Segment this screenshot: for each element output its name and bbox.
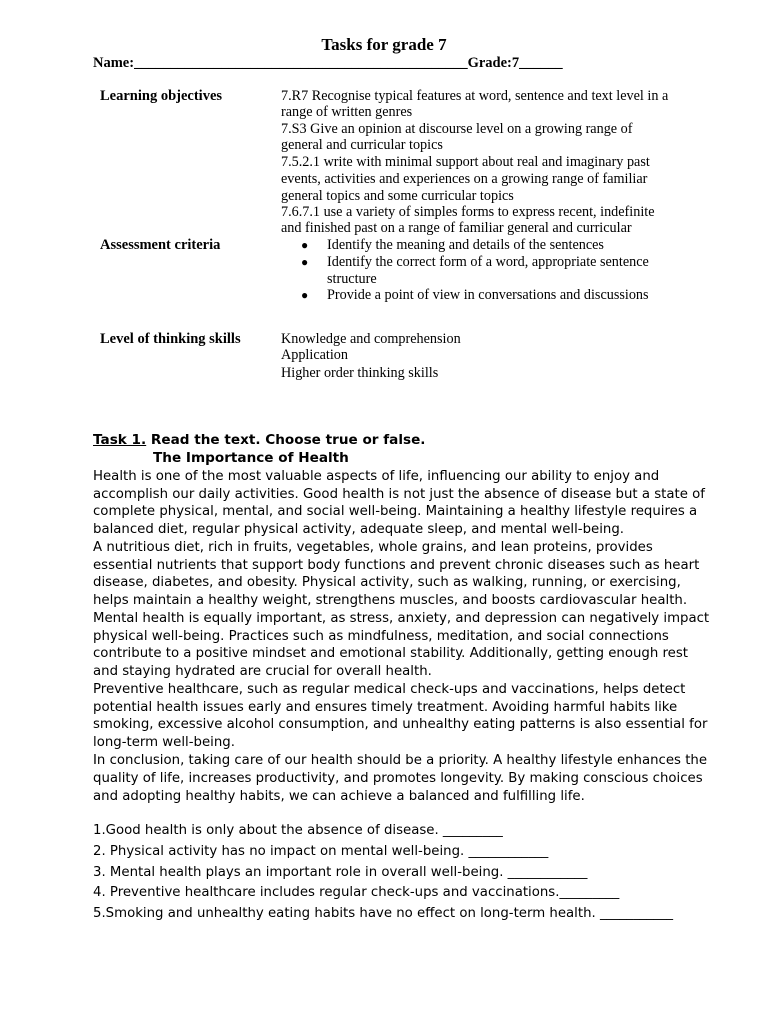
text-line: essential nutrients that support body functions and prevent chronic diseases such as heart [93, 558, 700, 573]
text-line: disease, diabetes, and obesity. Physical activity, such as walking, running, or exercising, [93, 575, 681, 590]
bullet-icon: ● [301, 255, 309, 269]
text-line: quality of life, increases productivity, and promotes longevity. By making conscious choices [93, 771, 703, 786]
text-line: A nutritious diet, rich in fruits, vegetables, whole grains, and lean proteins, provides [93, 540, 653, 555]
task1-instruction: Read the text. Choose true or false. [146, 432, 426, 448]
criteria-text: Identify the meaning and details of the sentences [327, 237, 604, 253]
text-line: physical well-being. Practices such as mindfulness, meditation, and social connections [93, 629, 669, 644]
assessment-criteria-label: Assessment criteria [100, 237, 221, 253]
question-item: 3. Mental health plays an important role in overall well-being. ____________ [93, 865, 588, 880]
thinking-skills-label: Level of thinking skills [100, 331, 241, 347]
objective-line: and finished past on a range of familiar general and curricular [281, 220, 632, 236]
criteria-bullet [281, 254, 701, 287]
question-item: 5.Smoking and unhealthy eating habits have no effect on long-term health. ___________ [93, 906, 674, 921]
text-line: complete physical, mental, and social well-being. Maintaining a healthy lifestyle requires a [93, 504, 698, 519]
objective-line: general and curricular topics [281, 137, 443, 153]
bullet-icon: ● [301, 288, 309, 302]
text-line: helps maintain a healthy weight, strengthens muscles, and boosts cardiovascular health. [93, 593, 688, 608]
text-line: Mental health is equally important, as stress, anxiety, and depression can negatively impact [93, 611, 710, 626]
criteria-text: Provide a point of view in conversations and discussions [327, 287, 649, 303]
text-line: long-term well-being. [93, 735, 235, 750]
thinking-skill: Higher order thinking skills [281, 365, 439, 381]
objective-line: 7.6.7.1 use a variety of simples forms to express recent, indefinite [281, 204, 655, 220]
learning-objectives-label: Learning objectives [100, 88, 223, 104]
bullet-icon: ● [301, 238, 309, 252]
criteria-text: Identify the correct form of a word, appropriate sentence structure [327, 254, 649, 287]
question-item: 1.Good health is only about the absence of disease. _________ [93, 823, 503, 838]
text-line: In conclusion, taking care of our health should be a priority. A healthy lifestyle enhances the [93, 753, 708, 768]
criteria-bullet [281, 237, 721, 254]
text-line: potential health issues early and ensures timely treatment. Avoiding harmful habits like [93, 700, 678, 715]
question-item: 2. Physical activity has no impact on mental well-being. ____________ [93, 844, 549, 859]
objective-line: range of written genres [281, 104, 413, 120]
objective-line: 7.S3 Give an opinion at discourse level on a growing range of [281, 121, 633, 137]
reading-text-title: The Importance of Health [153, 450, 349, 466]
text-line: and adopting healthy habits, we can achieve a balanced and fulfilling life. [93, 789, 585, 804]
name-grade-line: Name:______________________________________________Grade:7______ [93, 55, 563, 71]
text-line: contribute to a positive mindset and emotional stability. Additionally, getting enough rest [93, 646, 689, 661]
objective-line: 7.5.2.1 write with minimal support about real and imaginary past [281, 154, 650, 170]
objective-line: 7.R7 Recognise typical features at word, sentence and text level in a [281, 88, 669, 104]
text-line: and staying hydrated are crucial for overall health. [93, 664, 432, 679]
text-line: balanced diet, regular physical activity, adequate sleep, and mental well-being. [93, 522, 624, 537]
text-line: smoking, excessive alcohol consumption, and unhealthy eating patterns is also essential for [93, 717, 708, 732]
text-line: Health is one of the most valuable aspects of life, influencing our ability to enjoy and [93, 469, 660, 484]
question-item: 4. Preventive healthcare includes regular check-ups and vaccinations._________ [93, 885, 620, 900]
thinking-skill: Application [281, 347, 348, 363]
objective-line: general topics and some curricular topics [281, 188, 514, 204]
objective-line: events, activities and experiences on a growing range of familiar [281, 171, 648, 187]
text-line: accomplish our daily activities. Good health is not just the absence of disease but a state of [93, 487, 705, 502]
thinking-skill: Knowledge and comprehension [281, 331, 461, 347]
task1-label: Task 1. [93, 432, 147, 448]
page-title: Tasks for grade 7 [321, 35, 447, 54]
task1-heading [93, 432, 425, 448]
criteria-bullet [281, 287, 721, 304]
text-line: Preventive healthcare, such as regular medical check-ups and vaccinations, helps detect [93, 682, 686, 697]
